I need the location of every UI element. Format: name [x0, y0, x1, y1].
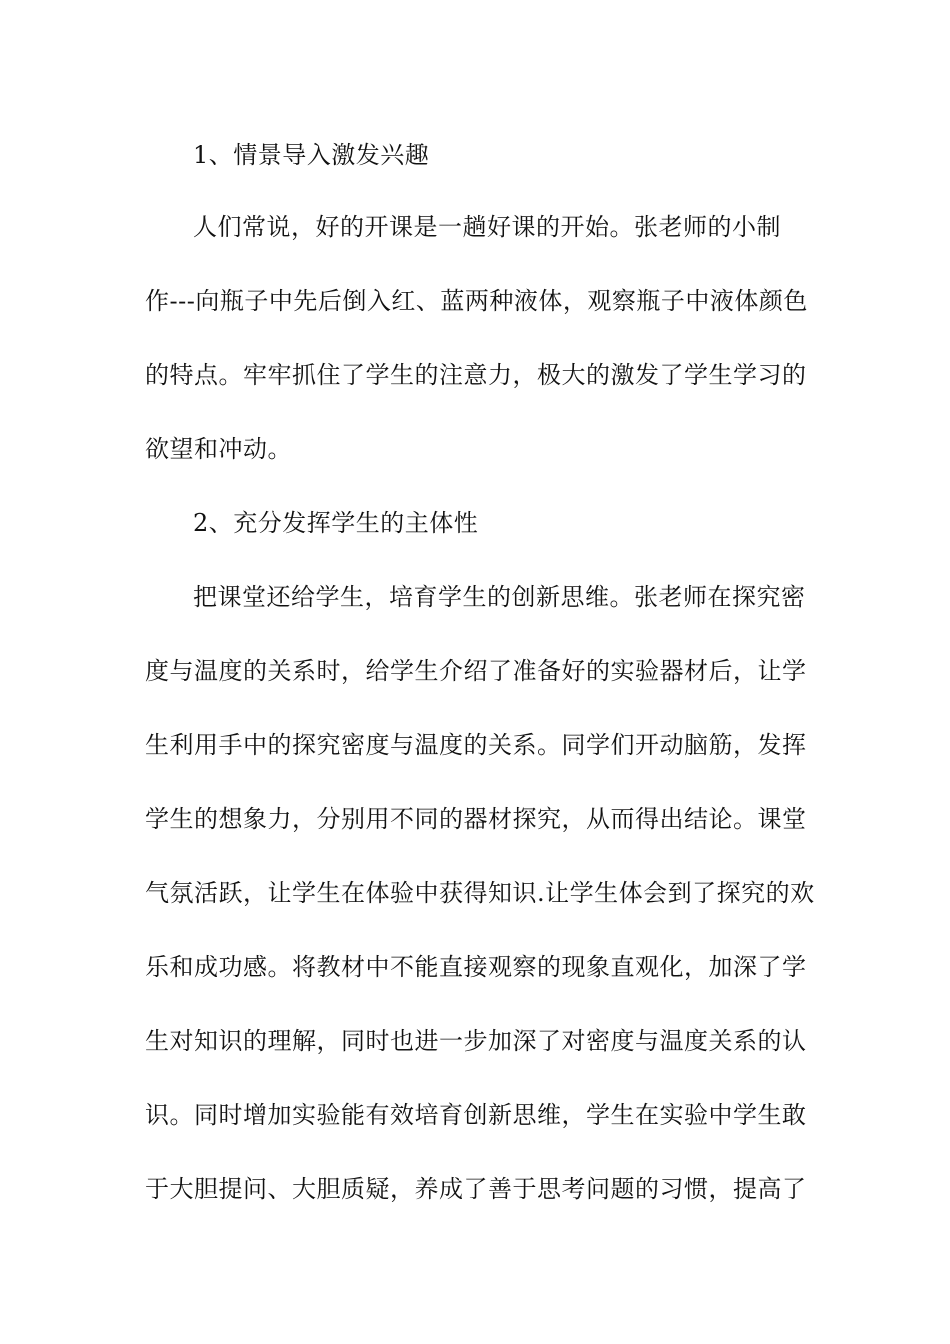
paragraph-line: 生对知识的理解，同时也进一步加深了对密度与温度关系的认 — [145, 1027, 807, 1055]
paragraph-line: 气氛活跃，让学生在体验中获得知识.让学生体会到了探究的欢 — [145, 879, 815, 907]
paragraph-line: 的特点。牢牢抓住了学生的注意力，极大的激发了学生学习的 — [145, 361, 807, 389]
paragraph-line: 于大胆提问、大胆质疑，养成了善于思考问题的习惯，提高了 — [145, 1175, 807, 1203]
section-heading-1: 1、情景导入激发兴趣 — [193, 141, 430, 169]
paragraph-line: 生利用手中的探究密度与温度的关系。同学们开动脑筋，发挥 — [145, 731, 807, 759]
paragraph-line: 乐和成功感。将教材中不能直接观察的现象直观化，加深了学 — [145, 953, 807, 981]
section-heading-2: 2、充分发挥学生的主体性 — [193, 509, 479, 537]
paragraph-line: 作---向瓶子中先后倒入红、蓝两种液体，观察瓶子中液体颜色 — [145, 287, 808, 315]
paragraph-line: 把课堂还给学生，培育学生的创新思维。张老师在探究密 — [193, 583, 806, 611]
paragraph-line: 学生的想象力，分别用不同的器材探究，从而得出结论。课堂 — [145, 805, 807, 833]
paragraph-line: 欲望和冲动。 — [145, 435, 292, 463]
paragraph-line: 人们常说，好的开课是一趟好课的开始。张老师的小制 — [193, 213, 781, 241]
paragraph-line: 识。同时增加实验能有效培育创新思维，学生在实验中学生敢 — [145, 1101, 807, 1129]
paragraph-line: 度与温度的关系时，给学生介绍了准备好的实验器材后，让学 — [145, 657, 807, 685]
